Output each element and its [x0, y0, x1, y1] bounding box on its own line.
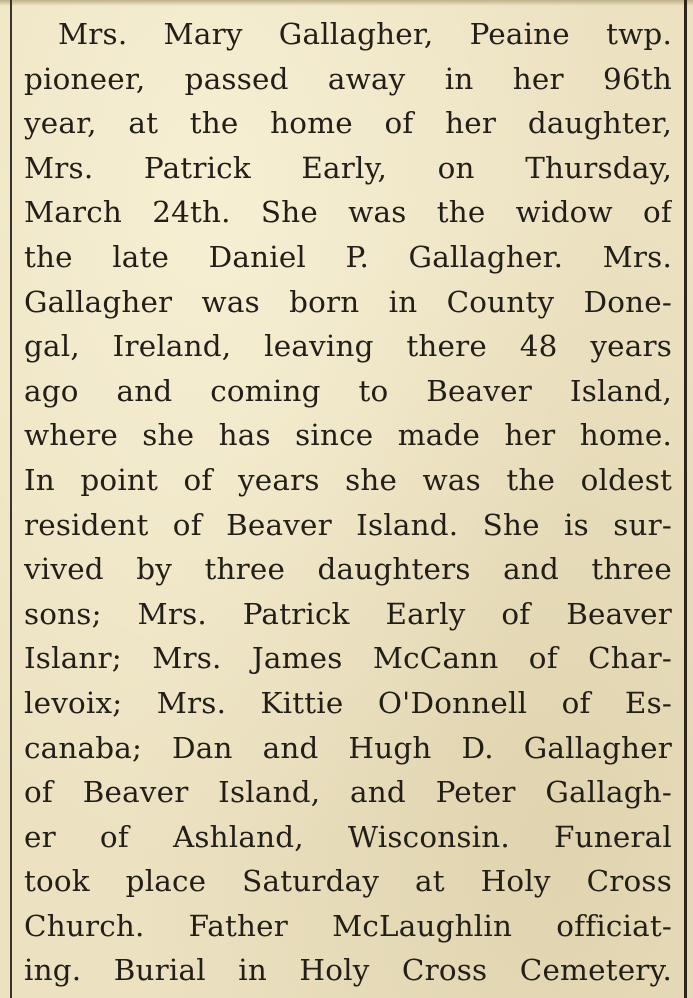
- article-line: sons; Mrs. Patrick Early of Beaver: [24, 596, 672, 631]
- article-line: year, at the home of her daughter,: [24, 106, 672, 141]
- article-line: March 24th. She was the widow of: [24, 195, 672, 230]
- article-line: ago and coming to Beaver Island,: [24, 373, 672, 408]
- article-line: canaba; Dan and Hugh D. Gallagher: [24, 730, 672, 765]
- column-rule-right: [684, 0, 687, 998]
- article-line: pioneer, passed away in her 96th: [24, 61, 672, 96]
- article-line: where she has since made her home.: [24, 418, 672, 453]
- article-line: Church. Father McLaughlin officiat-: [24, 908, 672, 943]
- article-line: Gallagher was born in County Done-: [24, 284, 672, 319]
- article-line: ing. Burial in Holy Cross Cemetery.: [24, 953, 672, 988]
- paper-top-edge: [0, 0, 693, 6]
- article-line: the late Daniel P. Gallagher. Mrs.: [24, 239, 672, 274]
- obituary-article: [24, 12, 672, 993]
- article-line: In point of years she was the oldest: [24, 462, 672, 497]
- article-line: resident of Beaver Island. She is sur-: [24, 507, 672, 542]
- article-line: Mrs. Mary Gallagher, Peaine twp.: [58, 17, 672, 51]
- article-line: vived by three daughters and three: [24, 552, 672, 587]
- article-line: took place Saturday at Holy Cross: [24, 864, 672, 899]
- article-line: levoix; Mrs. Kittie O'Donnell of Es-: [24, 685, 672, 720]
- article-line: of Beaver Island, and Peter Gallagh-: [24, 775, 672, 810]
- article-line: Mrs. Patrick Early, on Thursday,: [24, 150, 672, 185]
- article-line: gal, Ireland, leaving there 48 years: [24, 329, 672, 364]
- article-line: Islanr; Mrs. James McCann of Char-: [24, 641, 672, 676]
- column-rule-left: [10, 0, 12, 998]
- article-line: er of Ashland, Wisconsin. Funeral: [24, 819, 672, 854]
